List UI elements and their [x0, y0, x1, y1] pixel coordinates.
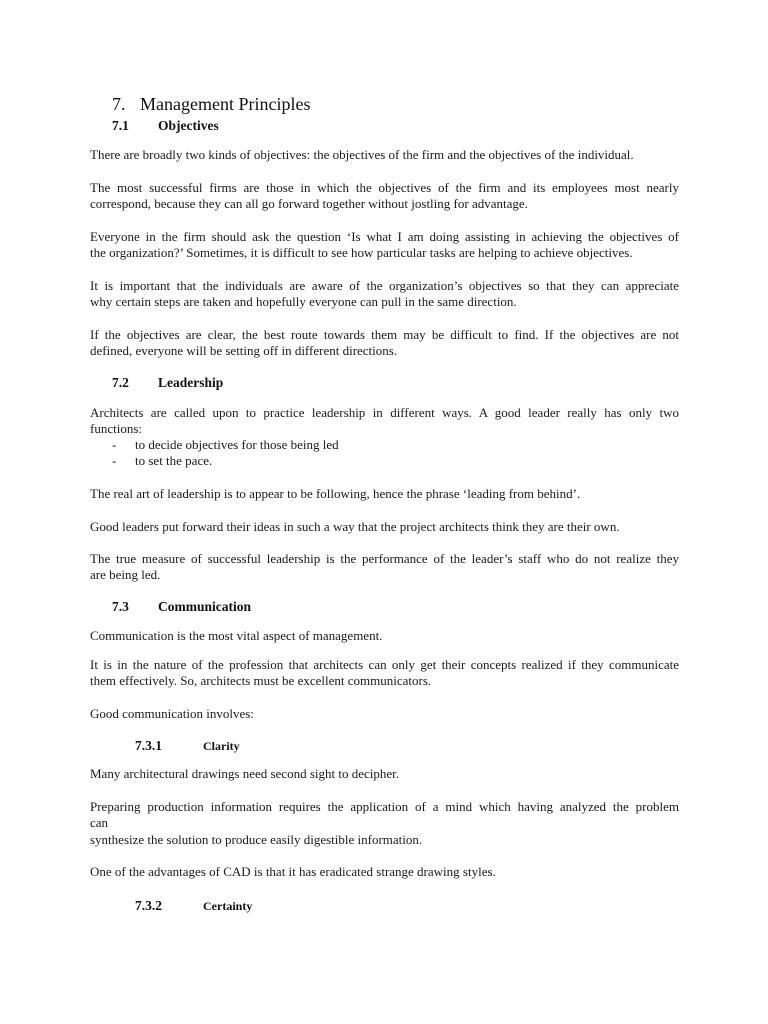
- paragraph: [90, 657, 679, 690]
- paragraph: [90, 327, 679, 360]
- list-item-text: to set the pace.: [135, 453, 213, 469]
- subsection-title: Communication: [158, 599, 252, 614]
- section-title: Management Principles: [140, 94, 311, 114]
- paragraph: [90, 180, 679, 213]
- paragraph: [90, 766, 679, 782]
- text-line: The most successful firms are those in which the objectives of the firm and its employees most nearly: [90, 180, 679, 195]
- text-line: It is in the nature of the profession that architects can only get their concepts realized if they communicate: [90, 657, 679, 672]
- paragraph: [90, 864, 679, 880]
- subsection-number: 7.1: [112, 118, 129, 133]
- subsection-heading-communication: [112, 599, 251, 615]
- text-line: correspond, because they can all go forward together without jostling for advantage.: [90, 196, 528, 212]
- paragraph: [90, 706, 679, 722]
- paragraph: [90, 486, 679, 502]
- subsection-heading-leadership: [112, 375, 223, 391]
- subsubsection-title: Clarity: [203, 739, 240, 753]
- section-heading: [112, 94, 310, 115]
- text-line: why certain steps are taken and hopefully everyone can pull in the same direction.: [90, 294, 517, 310]
- paragraph: [90, 519, 679, 535]
- text-line: functions:: [90, 421, 142, 437]
- subsubsection-heading-certainty: [135, 898, 252, 914]
- text-line: Good communication involves:: [90, 706, 254, 721]
- text-line: are being led.: [90, 567, 161, 583]
- paragraph: [90, 229, 679, 262]
- paragraph: [90, 799, 679, 848]
- text-line: The real art of leadership is to appear to be following, hence the phrase ‘leading from behind’.: [90, 486, 581, 501]
- list-dash: -: [112, 453, 117, 469]
- text-line: defined, everyone will be setting off in different directions.: [90, 343, 398, 359]
- paragraph: [90, 551, 679, 584]
- subsection-title: Leadership: [158, 375, 224, 390]
- text-line: There are broadly two kinds of objectives: the objectives of the firm and the objectives of the individual.: [90, 147, 634, 162]
- text-line: the organization?’ Sometimes, it is difficult to see how particular tasks are helping to achieve objectives.: [90, 245, 633, 261]
- list-item-text: to decide objectives for those being led: [135, 437, 339, 452]
- text-line: If the objectives are clear, the best route towards them may be difficult to find. If the objectives are not: [90, 327, 679, 342]
- subsubsection-heading-clarity: [135, 738, 240, 754]
- text-line: It is important that the individuals are aware of the organization’s objectives so that they can appreciate: [90, 278, 679, 293]
- subsection-number: 7.3: [112, 599, 129, 614]
- text-line: can: [90, 815, 109, 831]
- subsection-number: 7.2: [112, 375, 129, 390]
- section-number: 7.: [112, 94, 126, 114]
- text-line: them effectively. So, architects must be excellent communicators.: [90, 673, 432, 689]
- list-item: [112, 453, 512, 469]
- subsubsection-number: 7.3.2: [135, 898, 162, 913]
- text-line: The true measure of successful leadership is the performance of the leader’s staff who do not realize they: [90, 551, 679, 566]
- list-item: [112, 437, 512, 453]
- paragraph: [90, 278, 679, 311]
- subsubsection-number: 7.3.1: [135, 738, 162, 753]
- bullet-list: [112, 437, 512, 470]
- text-line: Architects are called upon to practice leadership in different ways. A good leader really has only two: [90, 405, 679, 420]
- paragraph: [90, 628, 679, 644]
- text-line: Many architectural drawings need second sight to decipher.: [90, 766, 400, 781]
- text-line: Everyone in the firm should ask the question ‘Is what I am doing assisting in achieving the objectives of: [90, 229, 679, 244]
- text-line: synthesize the solution to produce easily digestible information.: [90, 831, 423, 847]
- subsection-heading-objectives: [112, 118, 219, 134]
- text-line: One of the advantages of CAD is that it has eradicated strange drawing styles.: [90, 864, 496, 879]
- text-line: Communication is the most vital aspect of management.: [90, 628, 383, 643]
- text-line: Good leaders put forward their ideas in such a way that the project architects think they are their own.: [90, 519, 620, 534]
- paragraph: [90, 147, 679, 163]
- text-line: Preparing production information requires the application of a mind which having analyzed the problem: [90, 799, 679, 814]
- list-dash: -: [112, 437, 117, 452]
- subsubsection-title: Certainty: [203, 899, 253, 913]
- paragraph: [90, 405, 679, 438]
- subsection-title: Objectives: [158, 118, 219, 133]
